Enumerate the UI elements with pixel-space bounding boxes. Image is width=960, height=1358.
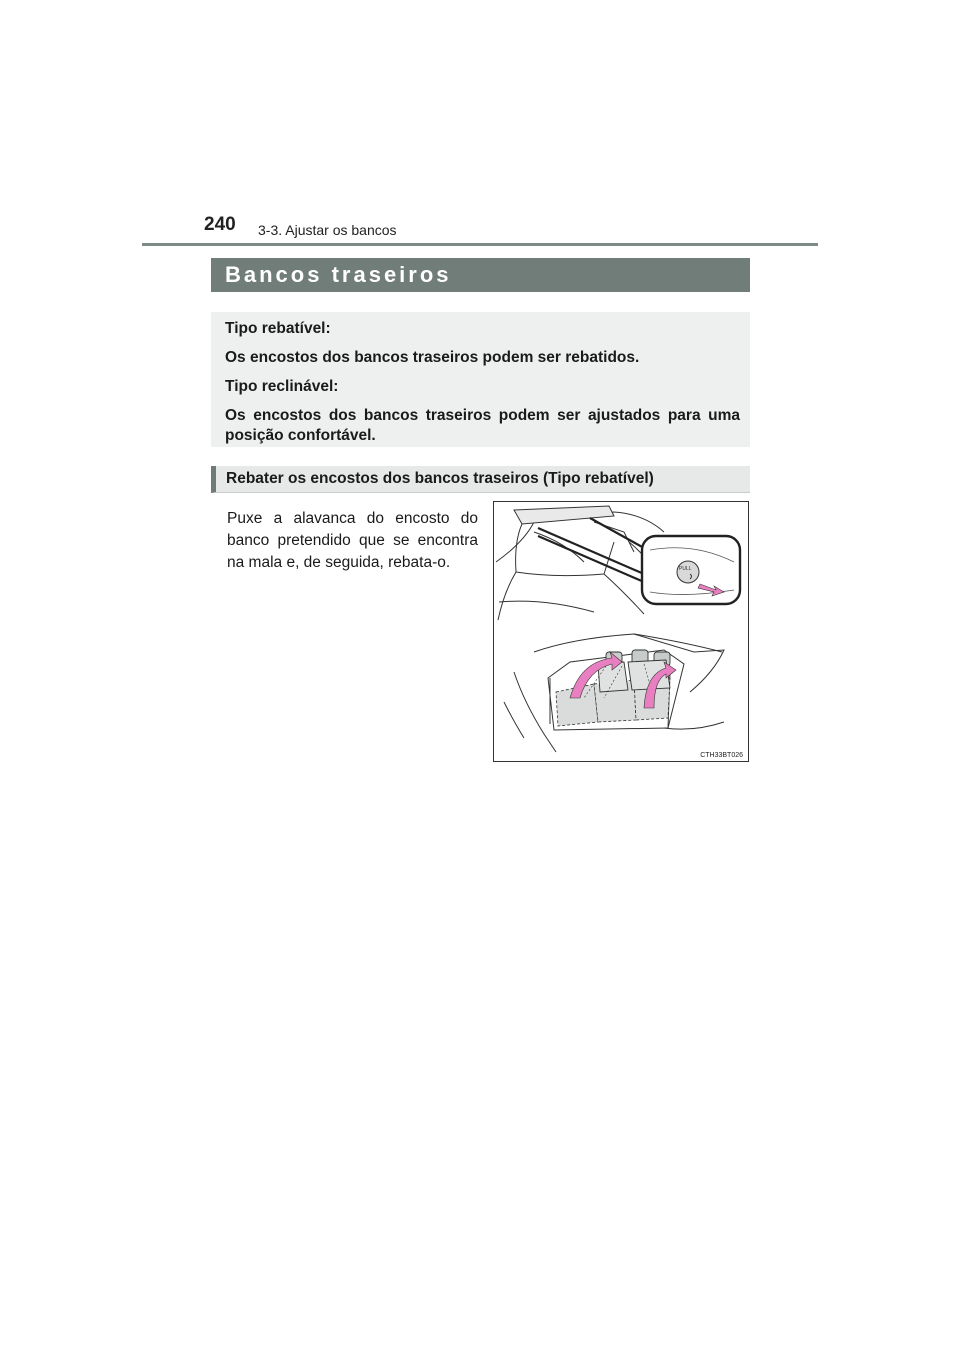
info-line-4: Os encostos dos bancos traseiros podem ser ajustados para uma posição confortável.: [225, 407, 740, 444]
subsection-heading: [211, 466, 750, 493]
section-title-bar: [211, 258, 750, 292]
header-rule: [142, 243, 818, 246]
info-line-1: Tipo rebatível:: [225, 320, 331, 337]
info-line-3: Tipo reclinável:: [225, 378, 339, 395]
rear-seat-illustration-svg: [494, 502, 748, 761]
info-box: [211, 312, 750, 447]
running-head: 3-3. Ajustar os bancos: [258, 222, 397, 238]
section-title: Bancos traseiros: [225, 262, 452, 287]
rear-seat-illustration: [493, 501, 749, 762]
info-line-2: Os encostos dos bancos traseiros podem ser rebatidos.: [225, 349, 640, 366]
instruction-text: Puxe a alavanca do encosto do banco pretendido que se encontra na mala e, de seguida, rebata-o.: [227, 510, 478, 571]
subsection-title: Rebater os encostos dos bancos traseiros (Tipo rebatível): [226, 470, 654, 487]
page-number: 240: [204, 214, 236, 235]
pull-label: PULL: [679, 566, 692, 572]
figure-code: CTH33BT026: [700, 752, 743, 759]
